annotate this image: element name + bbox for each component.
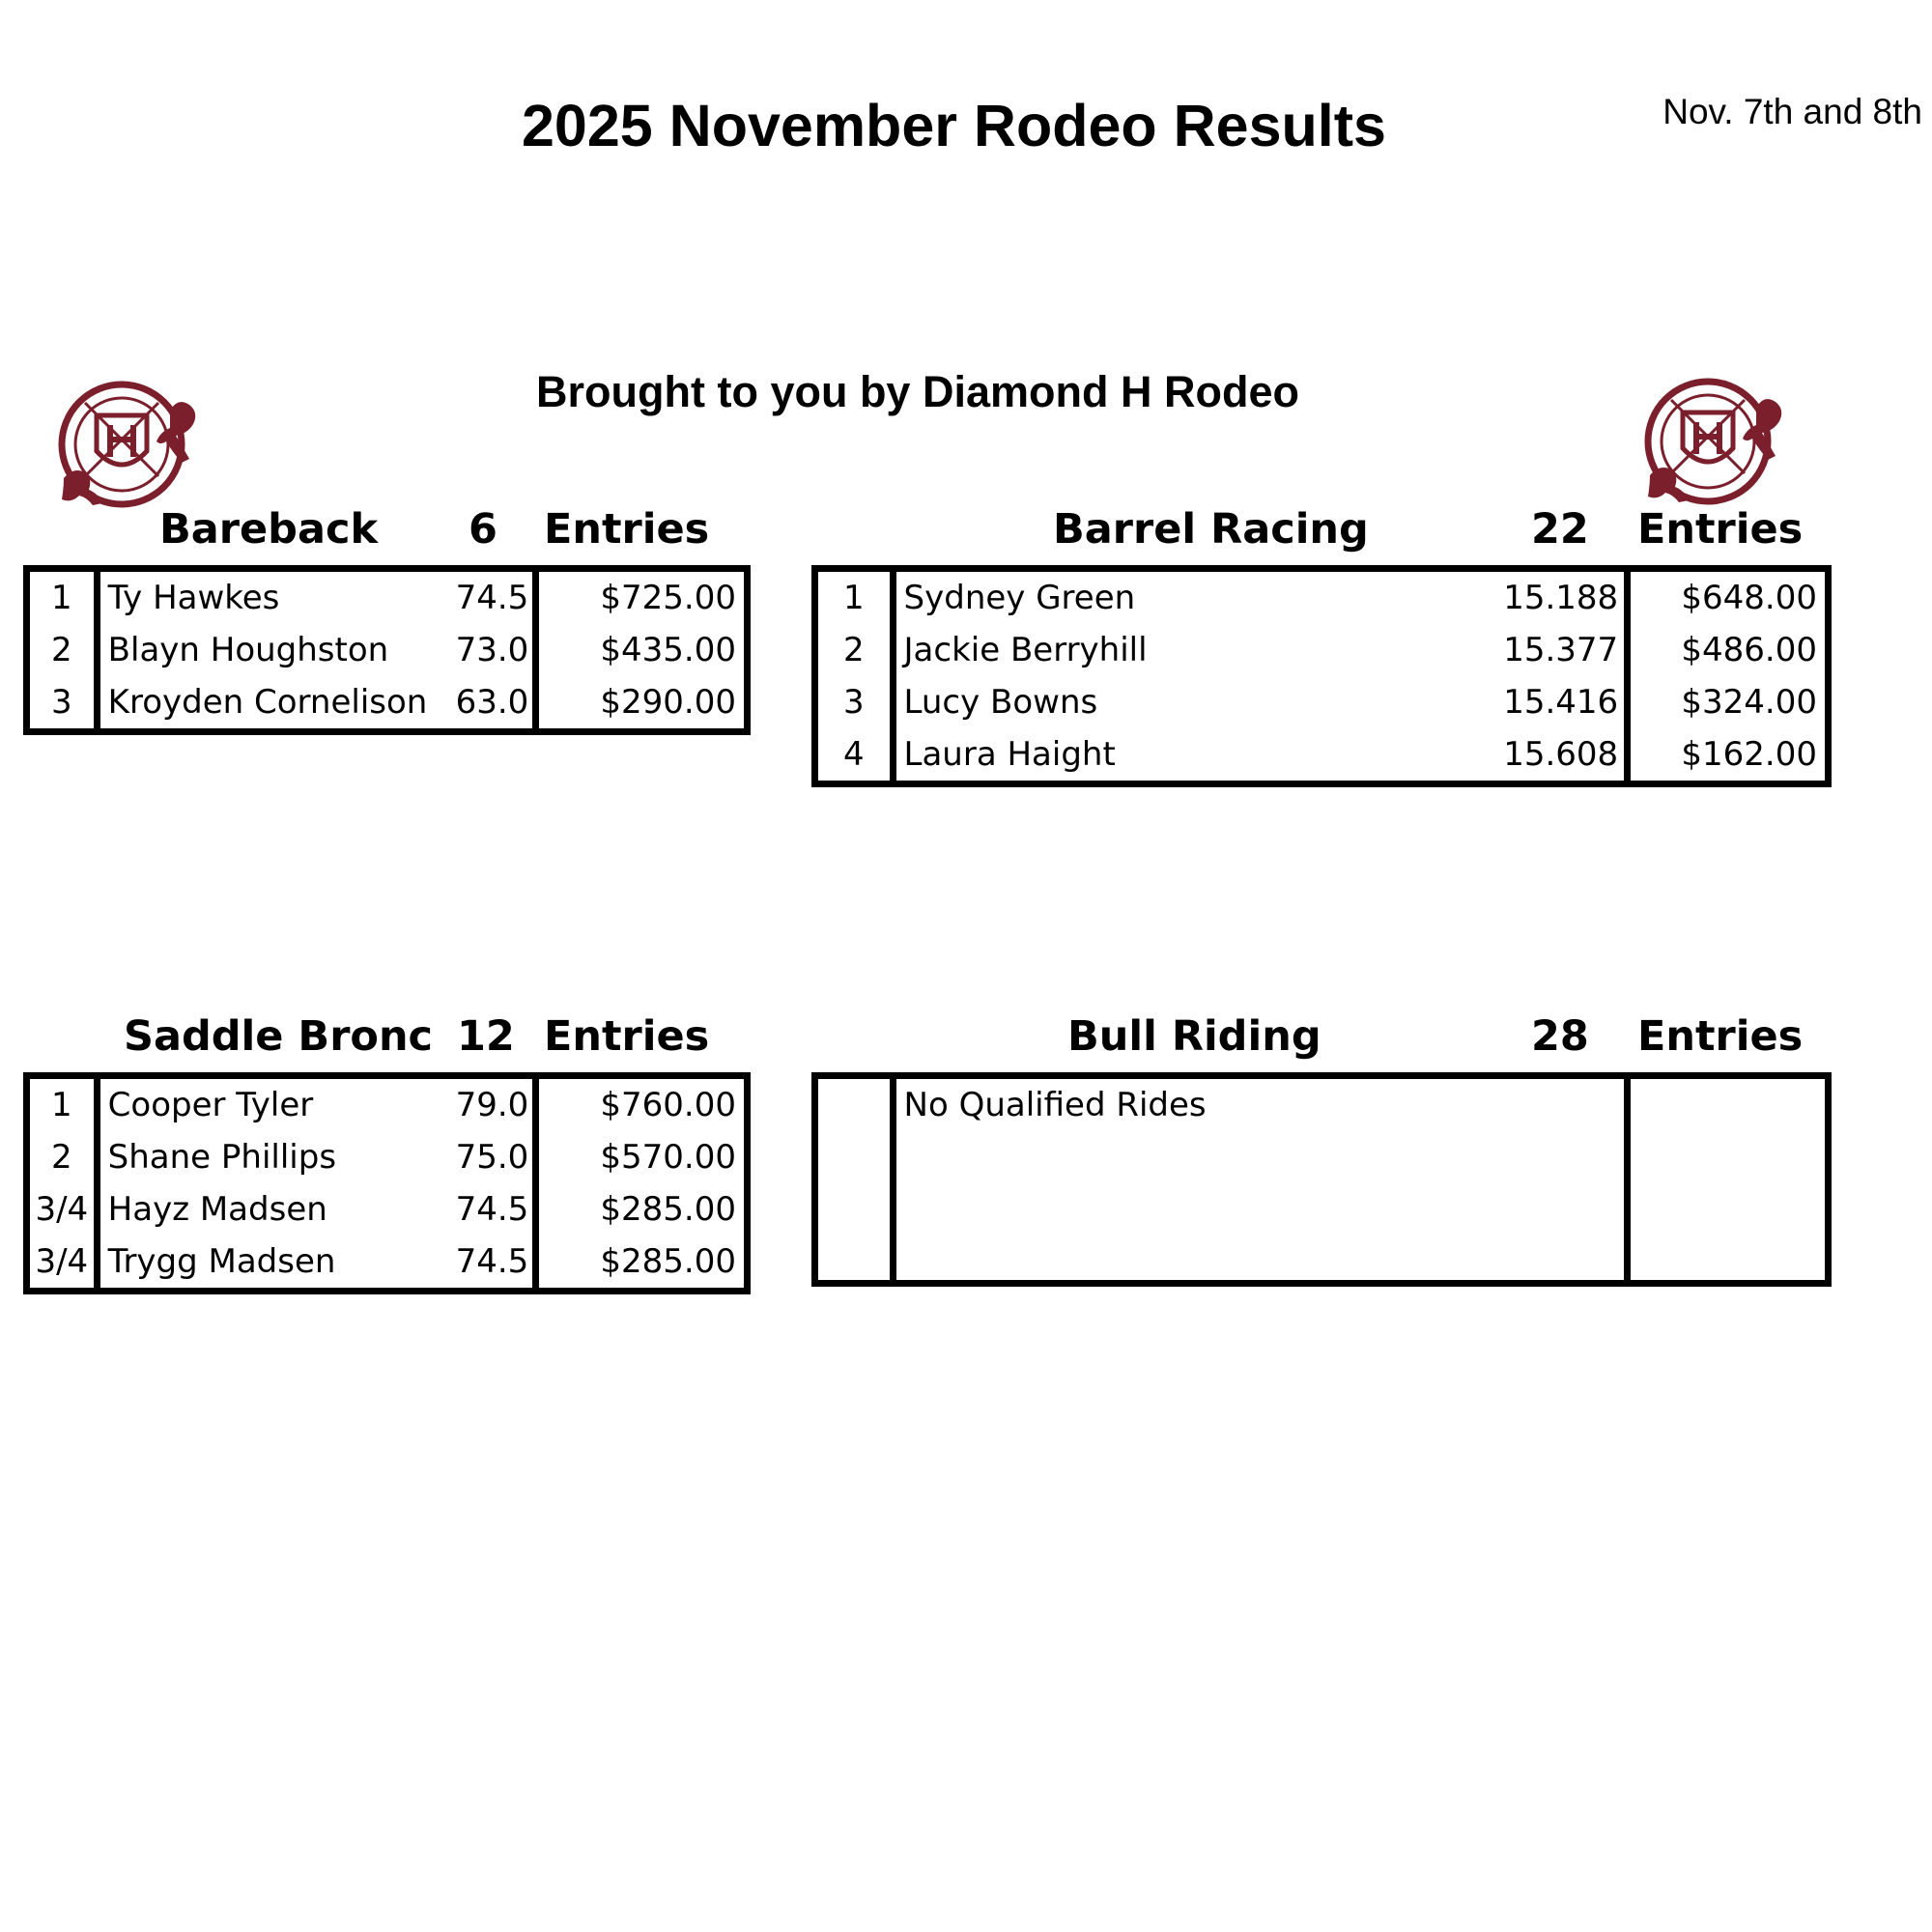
contestant-name: Ty Hawkes xyxy=(97,569,447,625)
place-cell: 2 xyxy=(842,631,865,669)
entries-label: Entries xyxy=(1637,1012,1804,1061)
place-cell: 3 xyxy=(51,683,72,722)
time-cell: 15.377 xyxy=(1503,631,1619,669)
saddle-bronc-results-table xyxy=(23,1072,751,1294)
table-row xyxy=(27,1131,748,1183)
payout-cell: $435.00 xyxy=(535,624,747,676)
bull-riding-results-table xyxy=(811,1072,1832,1287)
place-cell: 2 xyxy=(51,631,72,669)
page-title: 2025 November Rodeo Results xyxy=(522,93,1386,158)
entries-label: Entries xyxy=(1637,505,1804,554)
contestant-name: Shane Phillips xyxy=(97,1131,447,1183)
no-qualified-rides-note: No Qualified Rides xyxy=(893,1076,1627,1284)
place-cell: 3/4 xyxy=(35,1190,89,1229)
table-row xyxy=(27,1183,748,1236)
entries-count: 12 xyxy=(457,1012,515,1061)
contestant-name: Lucy Bowns xyxy=(893,676,1495,728)
bareback-header xyxy=(0,502,753,556)
payout-cell: $760.00 xyxy=(535,1076,747,1132)
entries-count: 6 xyxy=(469,505,497,554)
payout-cell: $285.00 xyxy=(535,1183,747,1236)
table-row xyxy=(27,1236,748,1292)
place-cell: 3 xyxy=(842,683,865,722)
entries-label: Entries xyxy=(544,505,710,554)
event-name: Barrel Racing xyxy=(1053,505,1369,554)
payout-cell: $162.00 xyxy=(1627,728,1828,784)
payout-cell: $486.00 xyxy=(1627,624,1828,676)
payout-cell: $290.00 xyxy=(535,676,747,732)
time-cell: 15.188 xyxy=(1503,579,1619,617)
contestant-name: Sydney Green xyxy=(893,569,1495,625)
rodeo-logo-icon xyxy=(46,372,211,517)
place-cell: 4 xyxy=(842,735,865,774)
entries-label: Entries xyxy=(544,1012,710,1061)
score-cell: 74.5 xyxy=(455,1190,529,1229)
event-date: Nov. 7th and 8th xyxy=(1662,92,1922,131)
table-row xyxy=(815,728,1829,784)
place-cell: 2 xyxy=(51,1138,72,1177)
saddle-bronc-header xyxy=(0,1009,753,1064)
table-row xyxy=(27,1076,748,1132)
payout-cell xyxy=(1627,1076,1828,1284)
contestant-name: Hayz Madsen xyxy=(97,1183,447,1236)
barrel-racing-header xyxy=(811,502,1884,556)
payout-cell: $570.00 xyxy=(535,1131,747,1183)
payout-cell: $324.00 xyxy=(1627,676,1828,728)
table-row xyxy=(815,676,1829,728)
contestant-name: Jackie Berryhill xyxy=(893,624,1495,676)
entries-count: 28 xyxy=(1531,1012,1589,1061)
payout-cell: $285.00 xyxy=(535,1236,747,1292)
contestant-name: Trygg Madsen xyxy=(97,1236,447,1292)
bull-riding-header xyxy=(811,1009,1884,1064)
table-row xyxy=(27,676,748,732)
barrel-racing-results-table xyxy=(811,565,1832,787)
time-cell: 15.416 xyxy=(1503,683,1619,722)
place-cell: 1 xyxy=(842,579,865,617)
place-cell: 1 xyxy=(51,579,72,617)
score-cell: 74.5 xyxy=(455,1242,529,1281)
payout-cell: $648.00 xyxy=(1627,569,1828,625)
bareback-results-table xyxy=(23,565,751,735)
place-cell: 3/4 xyxy=(35,1242,89,1281)
entries-count: 22 xyxy=(1531,505,1589,554)
time-cell: 15.608 xyxy=(1503,735,1619,774)
diamond-h-rodeo-logo-left xyxy=(46,372,211,517)
contestant-name: Blayn Houghston xyxy=(97,624,447,676)
contestant-name: Laura Haight xyxy=(893,728,1495,784)
table-row xyxy=(27,624,748,676)
table-row xyxy=(815,1076,1829,1284)
place-cell xyxy=(815,1076,894,1284)
score-cell: 75.0 xyxy=(455,1138,529,1177)
event-name: Saddle Bronc xyxy=(124,1012,434,1061)
score-cell: 73.0 xyxy=(455,631,529,669)
payout-cell: $725.00 xyxy=(535,569,747,625)
score-cell: 74.5 xyxy=(455,579,529,617)
score-cell: 79.0 xyxy=(455,1086,529,1124)
place-cell: 1 xyxy=(51,1086,72,1124)
rodeo-logo-icon xyxy=(1633,369,1797,514)
diamond-h-rodeo-logo-right xyxy=(1633,369,1797,514)
score-cell: 63.0 xyxy=(455,683,529,722)
sponsor-line: Brought to you by Diamond H Rodeo xyxy=(536,367,1299,416)
event-name: Bareback xyxy=(159,505,379,554)
contestant-name: Kroyden Cornelison xyxy=(97,676,447,732)
event-name: Bull Riding xyxy=(1067,1012,1321,1061)
contestant-name: Cooper Tyler xyxy=(97,1076,447,1132)
table-row xyxy=(27,569,748,625)
table-row xyxy=(815,624,1829,676)
table-row xyxy=(815,569,1829,625)
